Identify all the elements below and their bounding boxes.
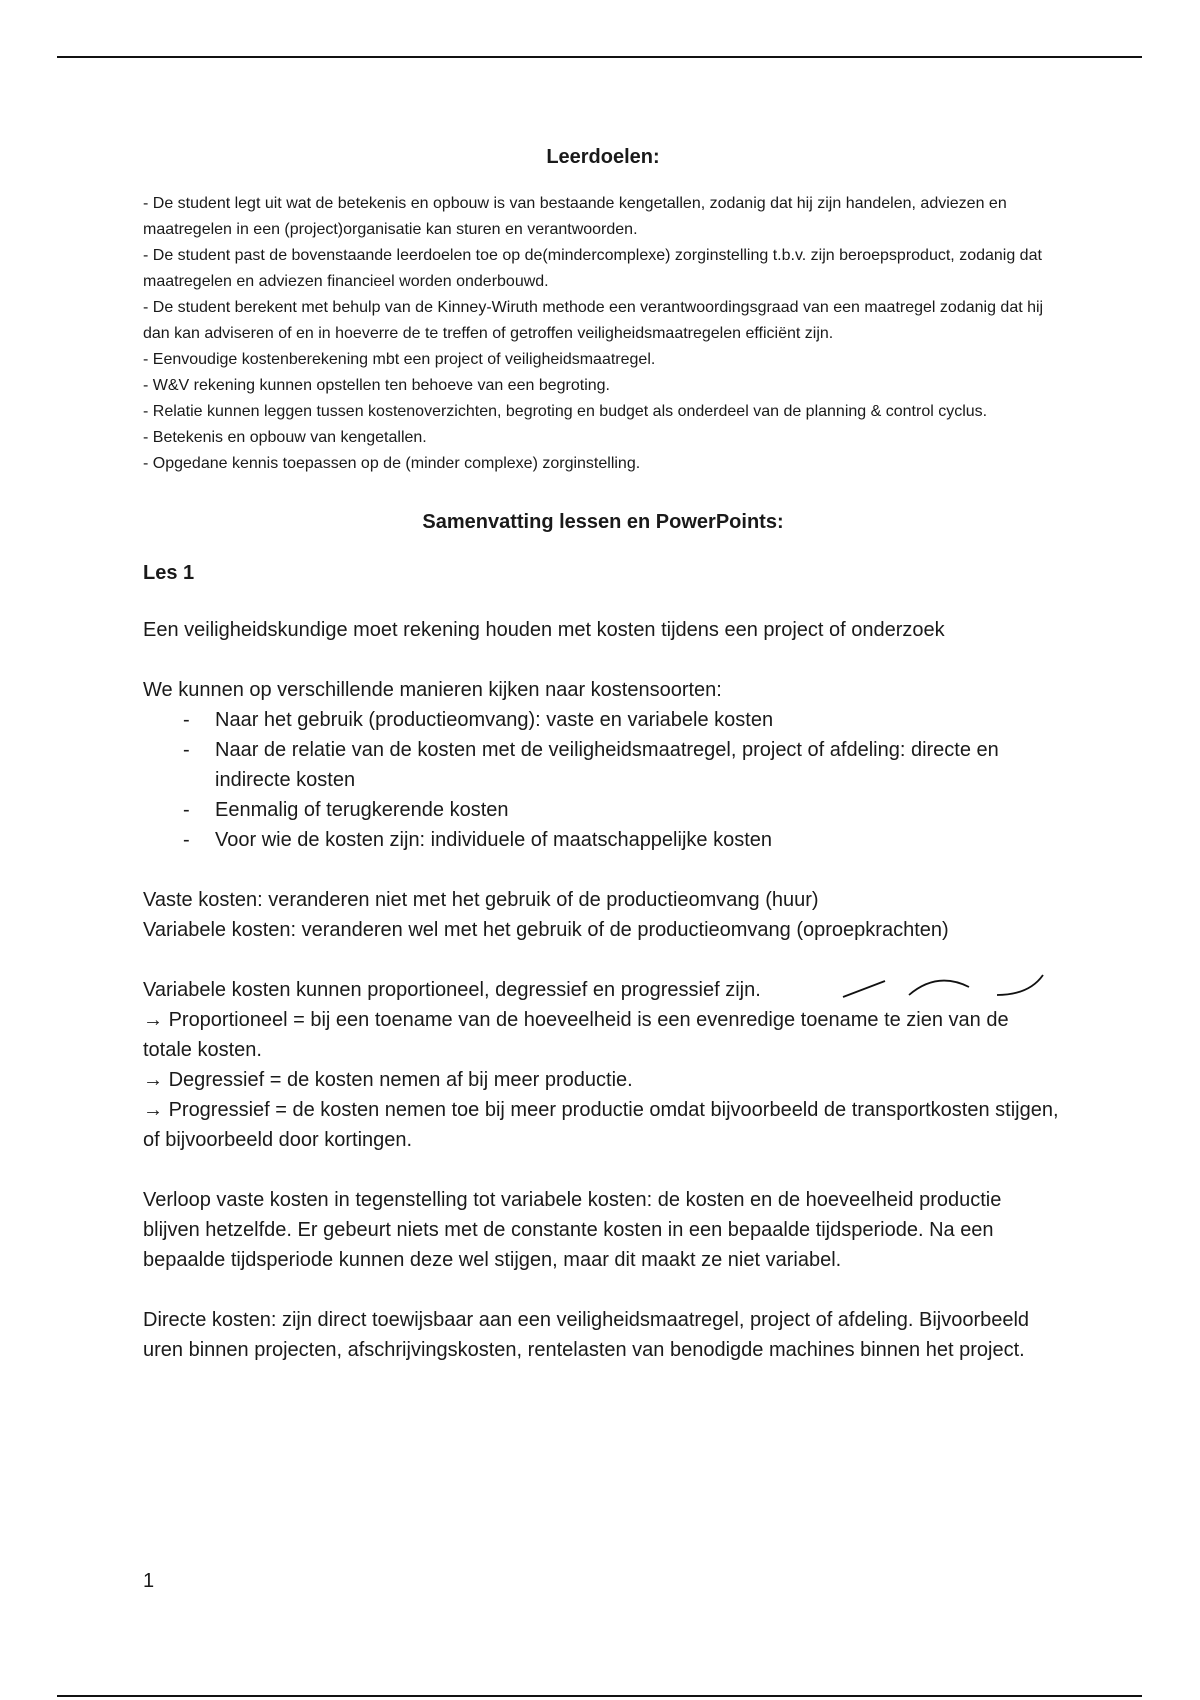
learning-goal: - De student legt uit wat de betekenis en opbouw is van bestaande kengetallen, zodanig dat hij zijn handelen, adviezen en maatregelen in een (project)organisatie kan sturen en verantwoorden. — [143, 195, 1007, 238]
list-item: - Voor wie de kosten zijn: individuele of maatschappelijke kosten — [183, 825, 1063, 855]
degressive-line: → Degressief = de kosten nemen af bij meer productie. — [143, 1069, 633, 1091]
progressive-line: → Progressief = de kosten nemen toe bij meer productie omdat bijvoorbeeld de transportkosten stijgen, of bijvoorbeeld door kortingen. — [143, 1099, 1059, 1151]
fixed-costs-line: Vaste kosten: veranderen niet met het gebruik of de productieomvang (huur) — [143, 889, 819, 911]
degressive-curve — [909, 981, 969, 995]
learning-goal: - Opgedane kennis toepassen op de (minder complexe) zorginstelling. — [143, 455, 641, 472]
direct-costs-paragraph: Directe kosten: zijn direct toewijsbaar aan een veiligheidsmaatregel, project of afdeling. Bijvoorbeeld uren binnen projecten, afschrijvingskosten, rentelasten van benodigde machines binnen het project. — [143, 1309, 1030, 1361]
cost-kinds-intro: We kunnen op verschillende manieren kijken naar kostensoorten: — [143, 679, 722, 701]
lesson-title: Les 1 — [143, 562, 195, 584]
page-title: Leerdoelen: — [546, 146, 660, 168]
cost-kinds-list — [143, 705, 1063, 855]
list-dash: - — [183, 829, 190, 851]
footer-rule — [57, 1695, 1142, 1697]
learning-goal: - Relatie kunnen leggen tussen kostenoverzichten, begroting en budget als onderdeel van de planning & control cyclus. — [143, 403, 988, 420]
fixed-vs-variable-paragraph: Verloop vaste kosten in tegenstelling tot variabele kosten: de kosten en de hoeveelheid productie blijven hetzelfde. Er gebeurt niets met de constante kosten in een bepaalde tijdsperiode. Na een bepaalde tijdsperiode kunnen deze wel stijgen, maar dit maakt ze niet variabel. — [143, 1189, 1002, 1271]
variable-types-block — [143, 975, 1063, 1005]
header-rule — [57, 56, 1142, 58]
variable-types-intro: Variabele kosten kunnen proportioneel, degressief en progressief zijn. — [143, 979, 761, 1001]
learning-goals — [143, 191, 1063, 477]
intro-paragraph: Een veiligheidskundige moet rekening houden met kosten tijdens een project of onderzoek — [143, 619, 945, 641]
learning-goal: - W&V rekening kunnen opstellen ten behoeve van een begroting. — [143, 377, 610, 394]
proportional-line: → Proportioneel = bij een toename van de hoeveelheid is een evenredige toename te zien van de totale kosten. — [143, 1009, 1009, 1061]
list-item: - Eenmalig of terugkerende kosten — [183, 795, 1063, 825]
progressive-curve — [997, 975, 1043, 995]
learning-goal: - De student berekent met behulp van de Kinney-Wiruth methode een verantwoordingsgraad van een maatregel zodanig dat hij dan kan adviseren of en in hoeverre de te treffen of getroffen veiligheidsmaatregelen efficiënt zijn. — [143, 299, 1044, 342]
variable-costs-line: Variabele kosten: veranderen wel met het gebruik of de productieomvang (oproepkrachten) — [143, 919, 949, 941]
list-dash: - — [183, 799, 190, 821]
learning-goal: - De student past de bovenstaande leerdoelen toe op de(mindercomplexe) zorginstelling t.b.v. zijn beroepsproduct, zodanig dat maatregelen en adviezen financieel worden onderbouwd. — [143, 247, 1042, 290]
list-dash: - — [183, 709, 190, 731]
arrow-icon: → — [143, 1069, 163, 1091]
list-item: - Naar de relatie van de kosten met de veiligheidsmaatregel, project of afdeling: directe en indirecte kosten — [183, 735, 1063, 795]
learning-goal: - Eenvoudige kostenberekening mbt een project of veiligheidsmaatregel. — [143, 351, 656, 368]
arrow-icon: → — [143, 1099, 163, 1121]
cost-curves-sketch — [833, 965, 1063, 1005]
page-number: 1 — [143, 1570, 155, 1592]
arrow-icon: → — [143, 1009, 163, 1031]
learning-goal: - Betekenis en opbouw van kengetallen. — [143, 429, 427, 446]
list-item: - Naar het gebruik (productieomvang): vaste en variabele kosten — [183, 705, 1063, 735]
list-dash: - — [183, 739, 190, 761]
proportional-curve — [843, 981, 885, 997]
summary-title: Samenvatting lessen en PowerPoints: — [422, 511, 784, 533]
document-content — [143, 140, 1063, 1365]
